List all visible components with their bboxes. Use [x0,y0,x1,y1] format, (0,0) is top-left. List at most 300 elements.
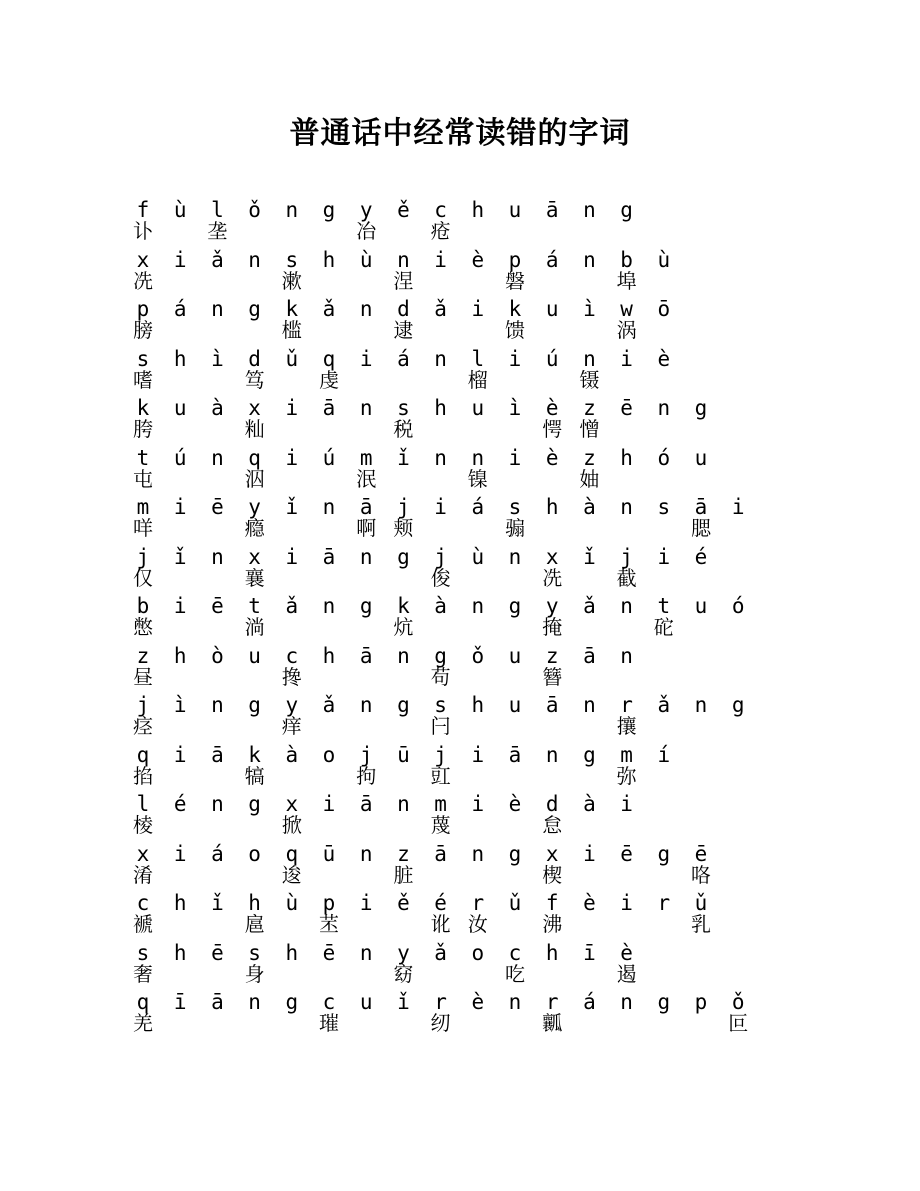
pinyin-letter: n [471,841,485,866]
pinyin-letter: y [285,693,299,717]
word-row [0,693,920,743]
pinyin-letter: ì [508,396,522,420]
pinyin-letter: ǔ [694,891,708,915]
pinyin-letter: ì [211,346,224,371]
pinyin-letter: ī [173,990,187,1014]
pinyin-letter: ǐ [285,495,299,519]
pinyin-letter: á [397,346,410,371]
pinyin-letter: i [583,841,596,866]
pinyin-letter: ě [397,891,410,915]
pinyin-letter: g [248,792,261,816]
pinyin-letter: i [173,247,187,272]
pinyin-letter: i [285,544,299,569]
pinyin-letter: è [471,990,485,1014]
hanzi-character: 璀 [319,1011,339,1035]
pinyin-letter: g [285,990,299,1014]
pinyin-letter: ù [657,247,671,272]
hanzi-line [0,962,920,988]
hanzi-character: 胯 [133,417,153,441]
pinyin-letter: q [136,990,150,1014]
pinyin-letter: n [397,792,410,816]
pinyin-letter: n [322,495,336,519]
pinyin-letter: o [471,940,485,965]
pinyin-letter: n [657,396,671,420]
hanzi-character: 腮 [691,516,711,540]
pinyin-letter: z [545,643,559,668]
pinyin-letter: s [136,346,150,371]
hanzi-character: 冼 [542,565,563,590]
pinyin-letter: ǎ [434,940,447,965]
hanzi-character: 嗜 [133,367,153,392]
pinyin-letter: k [397,594,410,618]
hanzi-character: 豇 [430,763,451,788]
hanzi-character: 淌 [244,615,265,639]
pinyin-letter: m [620,742,633,767]
pinyin-letter: n [248,990,261,1014]
hanzi-character: 掩 [542,615,563,639]
pinyin-letter: i [620,891,633,915]
pinyin-letter: n [583,693,596,717]
pinyin-letter: n [620,594,633,618]
pinyin-letter: n [322,594,336,618]
word-row [0,743,920,793]
pinyin-letter: i [285,396,299,420]
pinyin-letter: à [583,792,596,816]
pinyin-letter: ē [211,495,224,519]
pinyin-letter: n [211,445,224,470]
hanzi-character: 榴 [467,367,488,392]
pinyin-letter: ǎ [211,247,224,272]
pinyin-letter: ì [173,693,187,717]
hanzi-character: 屯 [133,466,153,491]
pinyin-letter: u [508,643,522,668]
pinyin-letter: ǐ [397,990,410,1014]
hanzi-character: 咯 [691,862,711,887]
pinyin-letter: á [471,495,485,519]
pinyin-letter: i [434,247,447,272]
pinyin-letter: à [285,742,299,767]
pinyin-letter: s [285,247,299,272]
pinyin-letter: n [694,693,708,717]
pinyin-letter: h [322,643,336,668]
hanzi-character: 泅 [244,466,265,491]
pinyin-letter: n [211,792,224,816]
pinyin-letter: j [359,742,373,767]
pinyin-letter: ē [620,396,633,420]
pinyin-letter: g [397,693,410,717]
pinyin-letter: l [136,792,150,816]
page-title: 普通话中经常读错的字词 [289,116,631,151]
pinyin-letter: ā [694,495,708,519]
pinyin-letter: ù [471,544,485,569]
pinyin-letter: z [136,643,150,668]
pinyin-letter: b [620,247,633,272]
hanzi-character: 吃 [505,961,525,986]
hanzi-character: 税 [393,417,414,441]
hanzi-character: 弥 [616,763,637,788]
pinyin-letter: ī [583,940,596,965]
pinyin-letter: g [434,643,447,668]
pinyin-letter: x [248,544,261,569]
pinyin-letter: ā [359,792,373,816]
pinyin-letter: g [583,742,596,767]
pinyin-letter: z [397,841,410,866]
hanzi-character: 纫 [430,1011,451,1035]
hanzi-character: 愕 [542,417,563,441]
hanzi-character: 棱 [133,813,153,837]
hanzi-character: 叵 [728,1011,749,1035]
pinyin-letter: ā [434,841,447,866]
pinyin-letter: n [359,940,373,965]
pinyin-letter: ū [397,742,410,767]
hanzi-line [0,566,920,592]
hanzi-character: 砣 [653,615,674,639]
pinyin-letter: n [471,445,485,470]
pinyin-letter: n [211,544,224,569]
pinyin-letter: n [359,841,373,866]
hanzi-character: 苟 [430,664,451,689]
pinyin-letter: ǒ [731,990,745,1014]
hanzi-character: 骟 [505,516,525,540]
pinyin-letter: i [434,495,447,519]
hanzi-character: 扈 [244,912,265,936]
pinyin-letter: g [731,693,745,717]
pinyin-letter: t [657,594,671,618]
pinyin-letter: i [359,891,373,915]
pinyin-letter: i [731,495,745,519]
hanzi-character: 痒 [281,714,302,738]
hanzi-character: 乳 [691,912,711,936]
hanzi-character: 馈 [505,318,525,342]
pinyin-letter: u [173,396,187,420]
pinyin-letter: x [136,841,150,866]
pinyin-letter: i [620,792,633,816]
pinyin-letter: g [508,594,522,618]
hanzi-character: 褫 [133,912,153,936]
hanzi-character: 奢 [133,961,153,986]
pinyin-letter: h [285,940,299,965]
hanzi-character: 俊 [430,565,451,590]
pinyin-letter: ó [731,594,745,618]
pinyin-letter: i [471,297,485,321]
pinyin-letter: s [508,495,522,519]
pinyin-letter: è [471,247,485,272]
pinyin-letter: è [545,445,559,470]
hanzi-character: 遏 [616,961,637,986]
hanzi-character: 犒 [244,763,265,788]
pinyin-letter: g [508,841,522,866]
pinyin-letter: x [136,247,150,272]
word-row [0,248,920,298]
pinyin-letter: u [508,198,522,222]
hanzi-character: 妯 [579,466,600,491]
pinyin-letter: q [322,346,336,371]
pinyin-letter: j [136,544,150,569]
hanzi-character: 炕 [393,615,414,639]
pinyin-letter: ā [211,990,224,1014]
pinyin-letter: g [397,544,410,569]
pinyin-letter: r [545,990,559,1014]
pinyin-letter: n [397,247,410,272]
pinyin-letter: ú [173,445,187,470]
hanzi-line [0,318,920,344]
pinyin-letter: r [657,891,671,915]
hanzi-line [0,863,920,889]
pinyin-letter: r [471,891,485,915]
pinyin-letter: z [583,445,596,470]
pinyin-letter: à [211,396,224,420]
pinyin-letter: c [508,940,522,965]
pinyin-letter: h [173,891,187,915]
pinyin-letter: è [620,940,633,965]
pinyin-letter: r [434,990,447,1014]
hanzi-character: 槛 [281,318,302,342]
hanzi-character: 昼 [133,664,153,689]
pinyin-letter: x [545,544,559,569]
hanzi-character: 讣 [133,219,153,243]
pinyin-letter: ú [545,346,559,371]
pinyin-letter: ǒ [471,643,485,668]
pinyin-letter: m [359,445,373,470]
pinyin-letter: j [434,742,447,767]
hanzi-line [0,368,920,394]
pinyin-letter: n [508,990,522,1014]
pinyin-letter: ā [322,544,336,569]
pinyin-letter: ò [211,643,224,668]
pinyin-letter: ǐ [173,544,187,569]
pinyin-letter: q [248,445,261,470]
pinyin-letter: j [434,544,447,569]
word-row [0,990,920,1040]
pinyin-letter: u [545,297,559,321]
pinyin-letter: i [173,495,187,519]
pinyin-letter: n [211,297,224,321]
pinyin-letter: n [620,495,633,519]
pinyin-letter: g [657,990,671,1014]
pinyin-letter: b [136,594,150,618]
hanzi-character: 淆 [133,862,153,887]
pinyin-letter: u [694,594,708,618]
pinyin-letter: á [545,247,559,272]
pinyin-letter: x [545,841,559,866]
pinyin-letter: q [285,841,299,866]
hanzi-character: 泯 [356,466,377,491]
pinyin-letter: g [322,198,336,222]
pinyin-letter: è [657,346,671,371]
hanzi-character: 冼 [133,268,153,293]
hanzi-character: 膀 [133,318,153,342]
pinyin-letter: j [397,495,410,519]
pinyin-letter: ǎ [434,297,447,321]
pinyin-letter: d [248,346,261,371]
hanzi-character: 怠 [542,813,563,837]
pinyin-letter: ǎ [285,594,299,618]
pinyin-letter: ú [322,445,336,470]
pinyin-letter: n [359,544,373,569]
pinyin-letter: y [359,198,373,222]
hanzi-character: 涅 [393,268,414,293]
pinyin-letter: h [545,940,559,965]
hanzi-character: 冶 [356,219,377,243]
pinyin-letter: k [508,297,522,321]
pinyin-letter: u [694,445,708,470]
hanzi-character: 汝 [467,912,488,936]
pinyin-letter: j [136,693,150,717]
pinyin-letter: ā [359,643,373,668]
pinyin-letter: t [136,445,150,470]
pinyin-letter: m [434,792,447,816]
word-row [0,891,920,941]
word-row [0,396,920,446]
hanzi-line [0,417,920,443]
pinyin-letter: ù [359,247,373,272]
pinyin-letter: ā [545,198,559,222]
word-row [0,495,920,545]
hanzi-line [0,269,920,295]
pinyin-letter: i [173,742,187,767]
pinyin-letter: ǐ [583,544,596,569]
pinyin-letter: n [397,643,410,668]
pinyin-letter: g [620,198,633,222]
word-row [0,198,920,248]
pinyin-letter: í [657,742,671,767]
pinyin-letter: n [620,990,633,1014]
pinyin-letter: ē [211,940,224,965]
hanzi-character: 漱 [281,268,302,293]
pinyin-letter: n [359,396,373,420]
hanzi-character: 憎 [579,417,600,441]
pinyin-letter: n [359,297,373,321]
pinyin-letter: ǎ [657,693,671,717]
pinyin-letter: ó [657,445,671,470]
word-row [0,941,920,991]
pinyin-letter: s [136,940,150,965]
hanzi-character: 脏 [393,862,414,887]
pinyin-letter: à [434,594,447,618]
hanzi-character: 掐 [133,763,153,788]
pinyin-letter: f [136,198,150,222]
pinyin-letter: h [471,693,485,717]
hanzi-character: 讹 [430,912,451,936]
pinyin-letter: c [285,643,299,668]
pinyin-letter: g [359,594,373,618]
pinyin-letter: g [248,297,261,321]
pinyin-letter: ū [322,841,336,866]
pinyin-letter: ě [397,198,410,222]
pinyin-letter: i [471,742,485,767]
pinyin-letter: i [285,445,299,470]
hanzi-character: 啊 [356,516,377,540]
pinyin-letter: p [508,247,522,272]
pinyin-letter: ǎ [583,594,596,618]
pinyin-letter: m [136,495,150,519]
pinyin-letter: é [434,891,447,915]
pinyin-letter: h [173,940,187,965]
word-row [0,297,920,347]
word-row [0,842,920,892]
pinyin-letter: s [248,940,261,965]
pinyin-letter: ā [211,742,224,767]
pinyin-letter: i [471,792,485,816]
pinyin-letter: k [136,396,150,420]
pinyin-letter: y [397,940,410,965]
pinyin-letter: ā [545,693,559,717]
hanzi-character: 襄 [244,565,265,590]
pinyin-letter: n [620,643,633,668]
pinyin-letter: u [471,396,485,420]
pinyin-letter: p [136,297,150,321]
hanzi-character: 垄 [207,219,228,243]
pinyin-letter: i [173,594,187,618]
pinyin-letter: i [620,346,633,371]
pinyin-letter: g [248,693,261,717]
pinyin-letter: o [322,742,336,767]
hanzi-character: 籼 [244,417,265,441]
pinyin-letter: n [545,742,559,767]
pinyin-letter: ē [211,594,224,618]
hanzi-character: 疮 [430,219,451,243]
pinyin-letter: z [583,396,596,420]
pinyin-letter: é [173,792,187,816]
hanzi-character: 簪 [542,664,563,689]
pinyin-letter: ē [694,841,708,866]
hanzi-character: 攘 [616,714,637,738]
word-row [0,347,920,397]
hanzi-character: 咩 [133,516,153,540]
pinyin-letter: i [322,792,336,816]
pinyin-letter: è [508,792,522,816]
hanzi-character: 瓤 [542,1011,563,1035]
word-row [0,594,920,644]
hanzi-character: 镍 [467,466,488,491]
pinyin-letter: ǔ [508,891,522,915]
pinyin-letter: y [545,594,559,618]
pinyin-letter: ā [322,396,336,420]
pinyin-letter: n [211,693,224,717]
pinyin-letter: k [285,297,299,321]
pinyin-letter: s [434,693,447,717]
hanzi-character: 蔑 [430,813,451,837]
hanzi-character: 逮 [393,318,414,342]
pinyin-letter: g [694,396,708,420]
pinyin-letter: á [583,990,596,1014]
pinyin-letter: á [173,297,187,321]
pinyin-letter: d [545,792,559,816]
pinyin-letter: n [359,693,373,717]
hanzi-line [0,813,920,839]
hanzi-character: 羌 [133,1011,153,1035]
pinyin-letter: n [434,445,447,470]
hanzi-character: 涡 [616,318,637,342]
pinyin-letter: p [322,891,336,915]
pinyin-letter: ǔ [285,346,299,371]
hanzi-character: 拘 [356,763,377,788]
pinyin-letter: n [583,346,596,371]
pinyin-letter: c [136,891,150,915]
pinyin-letter: i [508,445,522,470]
pinyin-letter: u [508,693,522,717]
pinyin-letter: ā [508,742,522,767]
pinyin-letter: ē [322,940,336,965]
pinyin-letter: q [136,742,150,767]
pinyin-letter: ǒ [248,198,261,222]
pinyin-letter: n [583,198,596,222]
hanzi-line [0,912,920,938]
hanzi-line [0,615,920,641]
hanzi-character: 憋 [133,615,153,639]
pinyin-letter: h [434,396,447,420]
pinyin-letter: f [545,891,559,915]
